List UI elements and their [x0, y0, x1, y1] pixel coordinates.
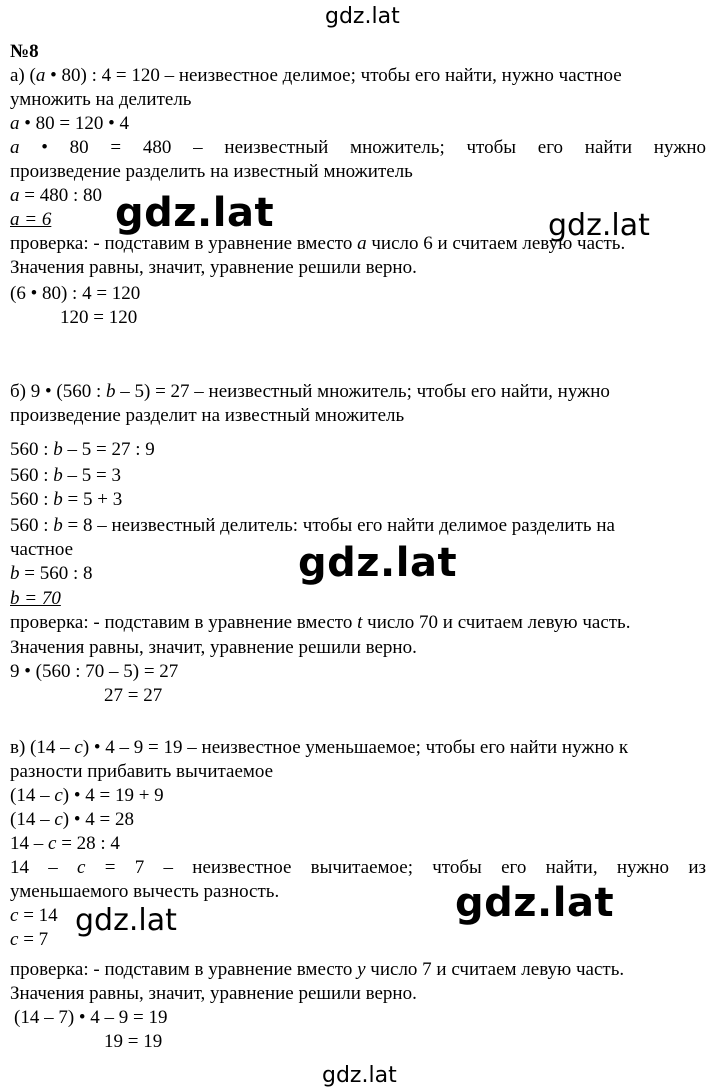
section-a-line-3: a • 80 = 120 • 4 [10, 113, 130, 134]
section-b-line-1: б) 9 • (560 : b – 5) = 27 – неизвестный множитель; чтобы его найти, нужно [10, 381, 610, 402]
section-a-check-4: 120 = 120 [60, 307, 138, 328]
section-b-check-4: 27 = 27 [104, 685, 163, 706]
page-title: №8 [10, 41, 39, 62]
section-b-line-7: частное [10, 539, 74, 560]
section-c-check-2: Значения равны, значит, уравнение решили верно. [10, 983, 417, 1004]
watermark-5: gdz.lat [75, 903, 177, 938]
section-c-line-2: разности прибавить вычитаемое [10, 761, 274, 782]
watermark-top: gdz.lat [325, 4, 400, 29]
watermark-4: gdz.lat [455, 880, 615, 926]
section-b-line-5: 560 : b = 5 + 3 [10, 489, 123, 510]
section-c-check-1: проверка: - подставим в уравнение вместо y число 7 и считаем левую часть. [10, 959, 625, 980]
section-c-line-5: 14 – c = 28 : 4 [10, 833, 120, 854]
section-c-line-4: (14 – c) • 4 = 28 [10, 809, 134, 830]
section-b-check-3: 9 • (560 : 70 – 5) = 27 [10, 661, 179, 682]
section-c-line-1: в) (14 – c) • 4 – 9 = 19 – неизвестное уменьшаемое; чтобы его найти нужно к [10, 737, 629, 758]
section-b-check-1: проверка: - подставим в уравнение вместо t число 70 и считаем левую часть. [10, 612, 631, 633]
section-a-check-1: проверка: - подставим в уравнение вместо a число 6 и считаем левую часть. [10, 233, 626, 254]
section-c-check-3: (14 – 7) • 4 – 9 = 19 [14, 1007, 168, 1028]
watermark-bottom: gdz.lat [322, 1063, 397, 1088]
section-a-line-5: произведение разделить на известный множитель [10, 161, 413, 182]
section-c-line-6: 14 – c = 7 – неизвестное вычитаемое; чтобы его найти, нужно из [10, 857, 707, 878]
section-a-line-4: a • 80 = 480 – неизвестный множитель; чтобы его найти нужно [10, 137, 706, 158]
section-c-line-9: c = 7 [10, 929, 49, 950]
section-a-line-2: умножить на делитель [10, 89, 192, 110]
section-b-line-6: 560 : b = 8 – неизвестный делитель: чтобы его найти делимое разделить на [10, 515, 615, 536]
watermark-3: gdz.lat [298, 540, 458, 586]
section-b-line-8: b = 560 : 8 [10, 563, 93, 584]
section-a-line-1: а) (a • 80) : 4 = 120 – неизвестное делимое; чтобы его найти, нужно частное [10, 65, 622, 86]
section-b-answer: b = 70 [10, 588, 61, 609]
watermark-2: gdz.lat [548, 208, 650, 243]
section-a-check-3: (6 • 80) : 4 = 120 [10, 283, 141, 304]
section-c-check-4: 19 = 19 [104, 1031, 163, 1052]
section-a-check-2: Значения равны, значит, уравнение решили верно. [10, 257, 417, 278]
section-a-line-6: a = 480 : 80 [10, 185, 102, 206]
watermark-1: gdz.lat [115, 190, 275, 236]
section-c-line-7: уменьшаемого вычесть разность. [10, 881, 280, 902]
section-b-line-4: 560 : b – 5 = 3 [10, 465, 121, 486]
section-b-check-2: Значения равны, значит, уравнение решили верно. [10, 637, 417, 658]
section-a-answer: a = 6 [10, 209, 52, 230]
section-c-line-8: c = 14 [10, 905, 58, 926]
section-c-line-3: (14 – c) • 4 = 19 + 9 [10, 785, 164, 806]
section-b-line-2: произведение разделит на известный множитель [10, 405, 405, 426]
section-b-line-3: 560 : b – 5 = 27 : 9 [10, 439, 155, 460]
